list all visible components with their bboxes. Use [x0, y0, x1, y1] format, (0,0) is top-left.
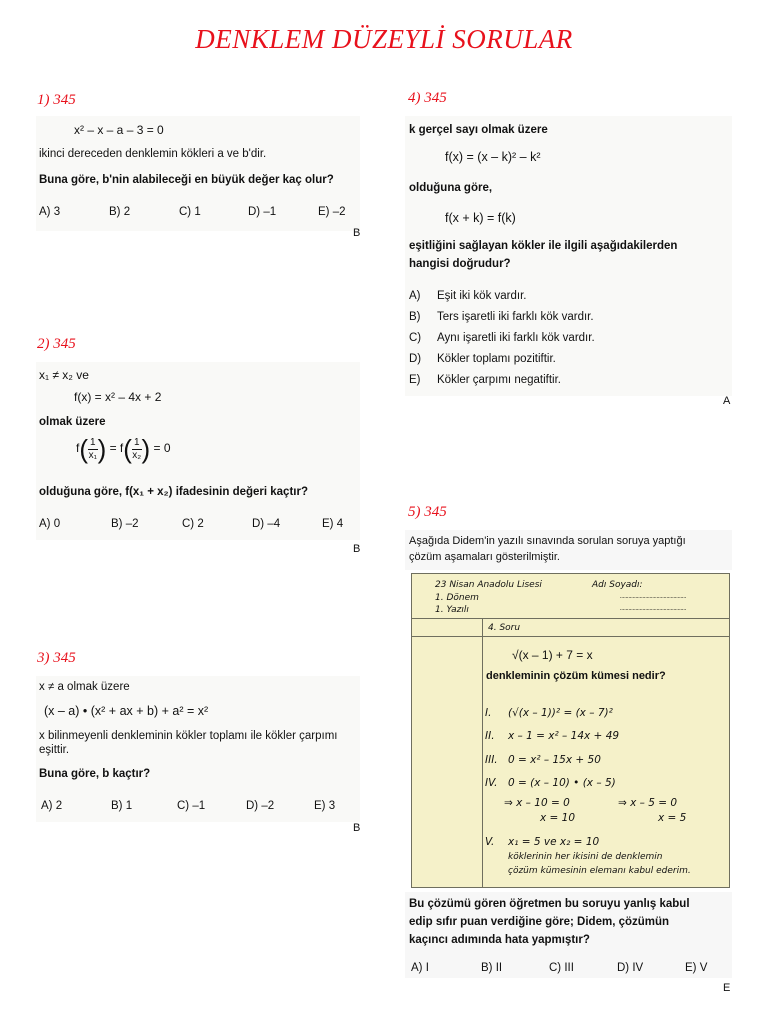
question-number: 3) 345 — [37, 650, 76, 666]
option-a: A) I — [411, 962, 429, 974]
answer-key: E — [723, 982, 731, 994]
question-text: k gerçel sayı olmak üzere — [409, 124, 548, 136]
step-text: 0 = x² – 15x + 50 — [508, 754, 601, 766]
option-e: E) 4 — [322, 518, 344, 530]
option-d: Kökler toplamı pozitiftir. — [437, 353, 556, 365]
card-question: denkleminin çözüm kümesi nedir? — [486, 670, 666, 682]
sub-step: ⇒ x – 10 = 0 — [504, 797, 570, 809]
question-prompt: Buna göre, b kaçtır? — [39, 768, 151, 780]
fraction-denominator: x₁ — [88, 449, 97, 461]
answer-key: B — [353, 543, 361, 555]
option-b: Ters işaretli iki farklı kök vardır. — [437, 311, 594, 323]
question-3-block — [36, 676, 360, 822]
school-name: 23 Nisan Anadolu Lisesi — [435, 580, 542, 590]
option-b: B) 2 — [109, 206, 131, 218]
question-prompt: Buna göre, b'nin alabileceği en büyük değer kaç olur? — [39, 174, 334, 186]
sub-step: x = 5 — [658, 812, 687, 824]
step-text: 0 = (x – 10) • (x – 5) — [508, 777, 616, 789]
step-label: I. — [485, 707, 492, 719]
step-text: çözüm kümesinin elemanı kabul ederim. — [508, 866, 691, 876]
option-d: D) –1 — [248, 206, 277, 218]
option-c: Aynı işaretli iki farklı kök vardır. — [437, 332, 595, 344]
step-text: köklerinin her ikisini de denklemin — [508, 852, 663, 862]
condition-text: x ≠ a olmak üzere — [39, 681, 130, 693]
sub-step: ⇒ x – 5 = 0 — [618, 797, 678, 809]
exam-answer-card — [411, 573, 730, 888]
question-prompt: olduğuna göre, f(x₁ + x₂) ifadesinin değeri kaçtır? — [39, 486, 308, 498]
condition-text: olmak üzere — [39, 416, 106, 428]
option-a: A) 3 — [39, 206, 61, 218]
question-5-prompt-block — [405, 892, 732, 978]
question-number: 4) 345 — [408, 90, 447, 106]
option-a: A) 0 — [39, 518, 61, 530]
option-c: C) –1 — [177, 800, 206, 812]
question-5-intro — [405, 530, 732, 570]
equation: (x – a) • (x² + ax + b) + a² = x² — [44, 704, 209, 718]
option-c-letter: C) — [409, 332, 422, 344]
option-c: C) 2 — [182, 518, 204, 530]
equation: f(x + k) = f(k) — [445, 211, 516, 225]
question-1-block — [36, 116, 360, 231]
question-prompt: kaçıncı adımında hata yapmıştır? — [409, 934, 590, 946]
question-2-block — [36, 362, 360, 540]
fraction-equation: f( $\frac{1}{\text{x₁}}$ ) = f( $\frac{1}{\text{x₂}}$ ) = 0 — [76, 434, 171, 464]
fraction-numerator: 1 — [90, 436, 96, 448]
option-d: D) –2 — [246, 800, 275, 812]
option-d-letter: D) — [409, 353, 422, 365]
function-definition: f(x) = x² – 4x + 2 — [74, 390, 162, 404]
equation: x² – x – a – 3 = 0 — [74, 123, 164, 137]
step-label: II. — [485, 730, 495, 742]
option-d: D) IV — [617, 962, 644, 974]
card-equation: √(x – 1) + 7 = x — [512, 648, 593, 662]
option-b: B) 1 — [111, 800, 133, 812]
term-label: 1. Dönem — [435, 593, 479, 603]
function-definition: f(x) = (x – k)² – k² — [445, 150, 541, 164]
answer-key: B — [353, 822, 361, 834]
question-prompt: Bu çözümü gören öğretmen bu soruyu yanlış kabul — [409, 898, 690, 910]
question-prompt: eşitliğini sağlayan kökler ile ilgili aşağıdakilerden — [409, 240, 678, 252]
option-b: B) II — [481, 962, 503, 974]
sub-step: x = 10 — [540, 812, 576, 824]
question-number: 2) 345 — [37, 336, 76, 352]
page-title: DENKLEM DÜZEYLİ SORULAR — [195, 24, 573, 54]
option-b: B) –2 — [111, 518, 139, 530]
name-label: Adı Soyadı: — [592, 580, 643, 590]
condition-text: x₁ ≠ x₂ ve — [39, 368, 89, 382]
step-label: V. — [485, 836, 495, 848]
fraction-numerator: 1 — [133, 436, 140, 448]
option-c: C) III — [549, 962, 574, 974]
option-a: Eşit iki kök vardır. — [437, 290, 527, 302]
answer-key: B — [353, 227, 361, 239]
question-text: eşittir. — [39, 744, 70, 756]
step-label: III. — [485, 754, 498, 766]
option-e-letter: E) — [409, 374, 421, 386]
question-text: Aşağıda Didem'in yazılı sınavında sorulan soruya yaptığı — [409, 535, 686, 547]
option-e: E) V — [685, 962, 708, 974]
option-a: A) 2 — [41, 800, 63, 812]
question-4-block — [405, 116, 732, 396]
question-text: olduğuna göre, — [409, 182, 493, 194]
question-prompt: edip sıfır puan verdiğine göre; Didem, çözümün — [409, 916, 670, 928]
option-c: C) 1 — [179, 206, 201, 218]
step-text: (√(x – 1))² = (x – 7)² — [508, 707, 613, 719]
name-dots: ............................................... — [620, 593, 687, 600]
option-e: E) –2 — [318, 206, 346, 218]
question-number: 5) 345 — [408, 504, 447, 520]
question-number: 1) 345 — [37, 92, 76, 108]
question-text: ikinci dereceden denklemin kökleri a ve b'dir. — [39, 148, 267, 160]
option-b-letter: B) — [409, 311, 421, 323]
step-text: x₁ = 5 ve x₂ = 10 — [508, 836, 600, 848]
question-label: 4. Soru — [488, 623, 521, 633]
answer-key: A — [723, 395, 731, 407]
fraction-denominator: x₂ — [132, 449, 142, 461]
option-a-letter: A) — [409, 290, 421, 302]
question-text: x bilinmeyenli denkleminin kökler toplamı ile kökler çarpımı — [39, 730, 338, 742]
step-text: x – 1 = x² – 14x + 49 — [508, 730, 620, 742]
exam-label: 1. Yazılı — [435, 605, 469, 615]
option-d: D) –4 — [252, 518, 281, 530]
option-e: Kökler çarpımı negatiftir. — [437, 374, 561, 386]
question-prompt: hangisi doğrudur? — [409, 258, 511, 270]
name-dots: ............................................... — [620, 605, 687, 612]
step-label: IV. — [485, 777, 498, 789]
option-e: E) 3 — [314, 800, 336, 812]
question-text: çözüm aşamaları gösterilmiştir. — [409, 551, 560, 563]
